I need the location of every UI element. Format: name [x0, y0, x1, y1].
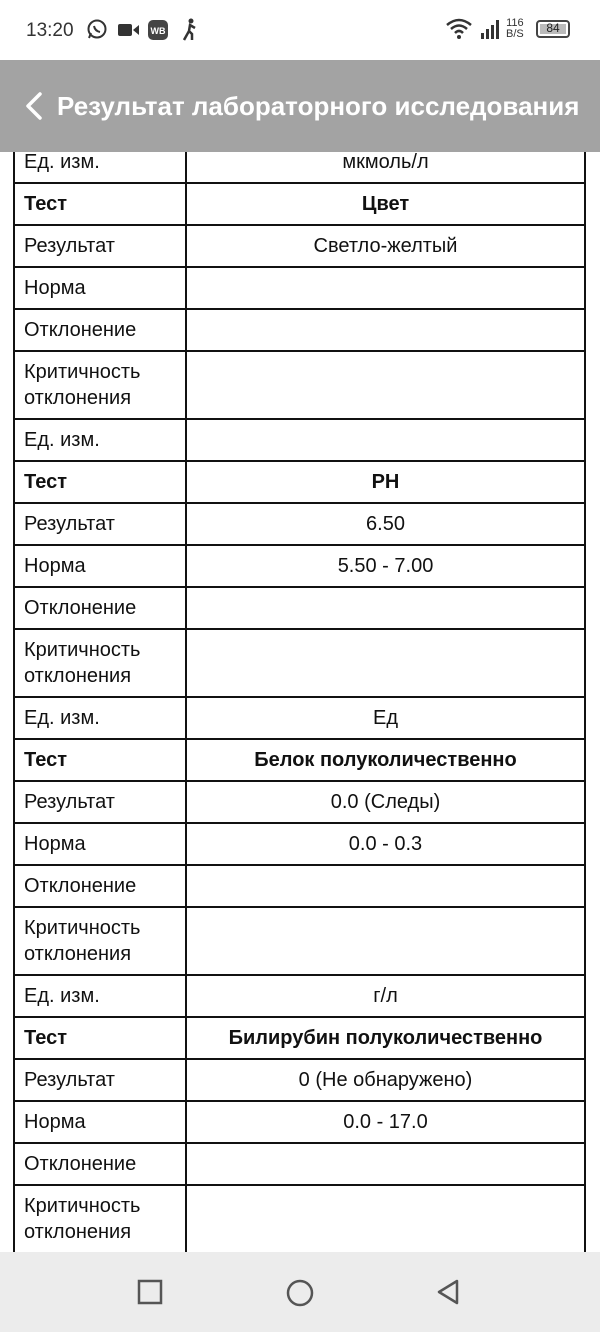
row-label: Тест [14, 183, 186, 225]
table-row [14, 503, 585, 545]
table-row [14, 1143, 585, 1185]
table-row [14, 781, 585, 823]
row-value [186, 419, 585, 461]
row-value [186, 1185, 585, 1252]
wb-icon [148, 20, 168, 46]
table-row [14, 629, 585, 697]
row-label: Отклонение [14, 587, 186, 629]
fitness-icon [180, 18, 198, 48]
row-value: 0.0 - 0.3 [186, 823, 585, 865]
status-bar [0, 0, 600, 60]
results-table-container[interactable] [0, 152, 600, 1252]
battery-icon [536, 20, 570, 38]
row-label: Результат [14, 1059, 186, 1101]
table-row [14, 419, 585, 461]
row-value: 0 (Не обнаружено) [186, 1059, 585, 1101]
row-value [186, 865, 585, 907]
row-label: Норма [14, 267, 186, 309]
row-label: Тест [14, 461, 186, 503]
back-triangle-icon[interactable] [434, 1278, 462, 1311]
row-value: Белок полуколичественно [186, 739, 585, 781]
table-row [14, 1101, 585, 1143]
test-header-row [14, 461, 585, 503]
table-row [14, 225, 585, 267]
row-value: Ед [186, 697, 585, 739]
table-row [14, 1185, 585, 1252]
row-value: Билирубин полуколичественно [186, 1017, 585, 1059]
test-header-row [14, 1017, 585, 1059]
row-value: г/л [186, 975, 585, 1017]
row-label: Норма [14, 545, 186, 587]
page-title: Результат лабораторного исследования [57, 91, 580, 121]
row-label: Тест [14, 739, 186, 781]
row-value: 6.50 [186, 503, 585, 545]
video-icon [118, 22, 140, 44]
row-label: Ед. изм. [14, 697, 186, 739]
row-label: Результат [14, 225, 186, 267]
table-row [14, 823, 585, 865]
test-header-row [14, 739, 585, 781]
table-row [14, 865, 585, 907]
wifi-icon [446, 18, 472, 46]
row-label: Критичность отклонения [14, 629, 186, 697]
row-value [186, 629, 585, 697]
row-label: Ед. изм. [14, 152, 186, 183]
row-label: Норма [14, 1101, 186, 1143]
table-row [14, 975, 585, 1017]
table-row [14, 351, 585, 419]
row-label: Критичность отклонения [14, 907, 186, 975]
row-value [186, 267, 585, 309]
row-label: Ед. изм. [14, 419, 186, 461]
table-row [14, 152, 585, 183]
results-table [13, 152, 586, 1252]
row-value [186, 907, 585, 975]
row-label: Результат [14, 781, 186, 823]
back-arrow-icon[interactable] [20, 91, 50, 121]
row-value: Цвет [186, 183, 585, 225]
net-speed-unit: B/S [506, 28, 524, 40]
signal-icon [480, 18, 502, 46]
row-label: Отклонение [14, 865, 186, 907]
net-speed-value: 116 [506, 17, 524, 29]
row-value [186, 1143, 585, 1185]
net-speed [506, 18, 524, 40]
app-bar [0, 60, 600, 152]
table-row [14, 309, 585, 351]
table-row [14, 1059, 585, 1101]
table-row [14, 587, 585, 629]
table-row [14, 697, 585, 739]
table-row [14, 545, 585, 587]
status-time: 13:20 [26, 20, 74, 41]
row-value: 0.0 - 17.0 [186, 1101, 585, 1143]
row-value [186, 587, 585, 629]
row-value: 0.0 (Следы) [186, 781, 585, 823]
whatsapp-icon [86, 18, 108, 46]
row-label: Норма [14, 823, 186, 865]
row-label: Отклонение [14, 309, 186, 351]
recents-square-icon[interactable] [136, 1278, 164, 1311]
row-value: 5.50 - 7.00 [186, 545, 585, 587]
row-value: мкмоль/л [186, 152, 585, 183]
row-value: PH [186, 461, 585, 503]
row-label: Тест [14, 1017, 186, 1059]
test-header-row [14, 183, 585, 225]
row-label: Ед. изм. [14, 975, 186, 1017]
home-circle-icon[interactable] [285, 1278, 315, 1313]
row-value: Светло-желтый [186, 225, 585, 267]
battery-level: 84 [546, 21, 560, 35]
table-row [14, 267, 585, 309]
system-nav-bar [0, 1252, 600, 1332]
table-row [14, 907, 585, 975]
svg-text:WB: WB [150, 26, 166, 36]
row-label: Результат [14, 503, 186, 545]
row-label: Критичность отклонения [14, 1185, 186, 1252]
row-value [186, 351, 585, 419]
row-label: Отклонение [14, 1143, 186, 1185]
row-value [186, 309, 585, 351]
row-label: Критичность отклонения [14, 351, 186, 419]
